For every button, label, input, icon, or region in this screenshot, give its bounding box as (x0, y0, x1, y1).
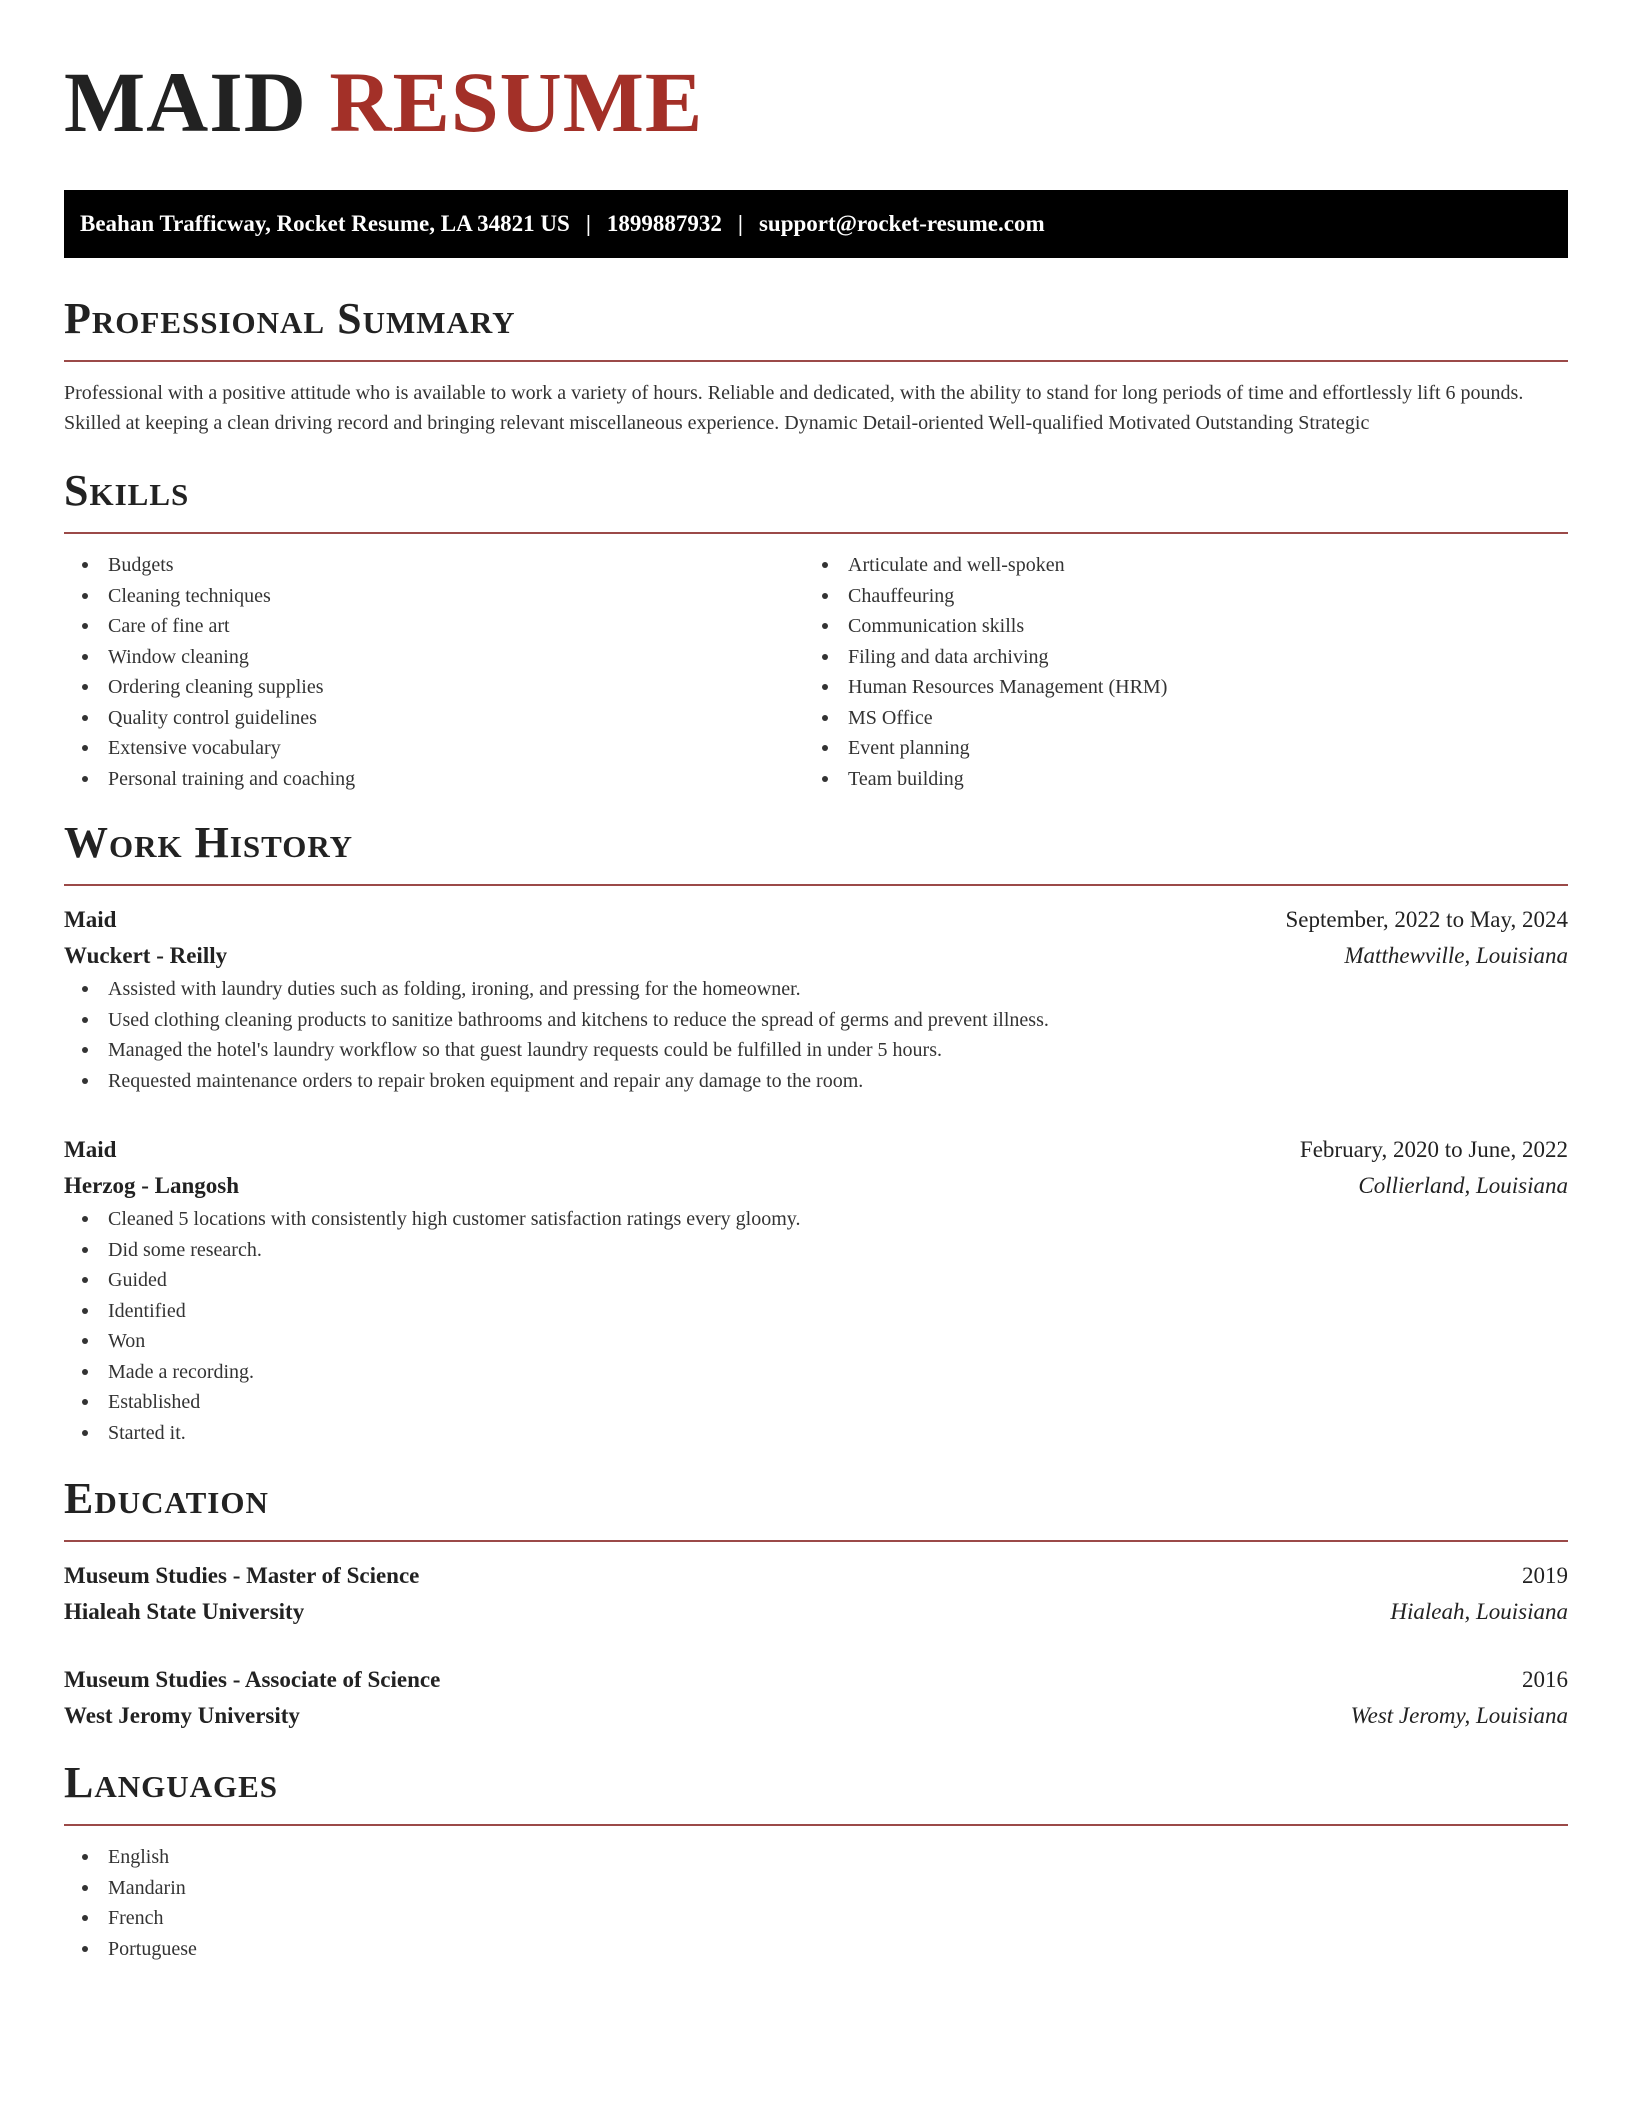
job-duty-item: Did some research. (64, 1235, 1568, 1266)
education-school-row (64, 1594, 1568, 1630)
section-divider (64, 360, 1568, 362)
education-entry (64, 1662, 1568, 1734)
skill-item: Ordering cleaning supplies (64, 672, 804, 703)
job-title-row (64, 1132, 1568, 1168)
education-year: 2019 (1522, 1563, 1568, 1588)
skill-item: Extensive vocabulary (64, 733, 804, 764)
resume-title (64, 52, 1568, 152)
education-school-row (64, 1698, 1568, 1734)
job-duty-item: Made a recording. (64, 1357, 1568, 1388)
title-word-maid: MAID (64, 54, 307, 150)
education-location: West Jeromy, Louisiana (1350, 1703, 1568, 1728)
job-title: Maid (64, 1137, 117, 1162)
contact-phone[interactable]: 1899887932 (606, 211, 722, 236)
job-duties-list (64, 1204, 1568, 1448)
section-heading-education: Education (64, 1474, 269, 1523)
job-title-row (64, 902, 1568, 938)
job-location: Collierland, Louisiana (1358, 1173, 1568, 1198)
job-title: Maid (64, 907, 117, 932)
education-school: Hialeah State University (64, 1599, 305, 1624)
summary-text: Professional with a positive attitude who is available to work a variety of hours. Reliable and dedicated, with the ability to stand for long periods of time and effortlessly lift 6 pounds. Skilled at keeping a clean driving record and bringing relevant miscellaneous experience. Dynamic Detail-oriented Well-qualified Motivated Outstanding Strategic (64, 382, 1524, 434)
job-entry (64, 1132, 1568, 1448)
job-company-row (64, 1168, 1568, 1204)
contact-separator: | (737, 211, 743, 236)
section-divider (64, 532, 1568, 534)
education-degree: Museum Studies - Associate of Science (64, 1667, 441, 1692)
skill-item: MS Office (804, 703, 1544, 734)
job-duties-list (64, 974, 1568, 1096)
job-duty-item: Established (64, 1387, 1568, 1418)
contact-separator: | (585, 211, 591, 236)
skill-item: Event planning (804, 733, 1544, 764)
title-word-resume: RESUME (329, 54, 704, 150)
education-degree-row (64, 1558, 1568, 1594)
job-duty-item: Used clothing cleaning products to sanitize bathrooms and kitchens to reduce the spread of germs and prevent illness. (64, 1005, 1568, 1036)
education-entry (64, 1558, 1568, 1630)
job-entry (64, 902, 1568, 1096)
education-degree-row (64, 1662, 1568, 1698)
education-degree: Museum Studies - Master of Science (64, 1563, 420, 1588)
language-item: Mandarin (64, 1873, 1568, 1904)
job-duty-item: Won (64, 1326, 1568, 1357)
skills-list-left (64, 550, 804, 794)
section-heading-work-history: Work History (64, 818, 354, 867)
skill-item: Team building (804, 764, 1544, 795)
job-location: Matthewville, Louisiana (1344, 943, 1568, 968)
skill-item: Window cleaning (64, 642, 804, 673)
skill-item: Quality control guidelines (64, 703, 804, 734)
job-duty-item: Cleaned 5 locations with consistently high customer satisfaction ratings every gloomy. (64, 1204, 1568, 1235)
job-duty-item: Guided (64, 1265, 1568, 1296)
contact-email[interactable]: support@rocket-resume.com (758, 211, 1045, 236)
skill-item: Care of fine art (64, 611, 804, 642)
language-item: Portuguese (64, 1934, 1568, 1965)
work-history-section (64, 818, 1568, 1448)
skills-list-right (804, 550, 1544, 794)
job-duty-item: Started it. (64, 1418, 1568, 1449)
skill-item: Articulate and well-spoken (804, 550, 1544, 581)
skills-section (64, 466, 1568, 794)
job-duty-item: Requested maintenance orders to repair broken equipment and repair any damage to the room. (64, 1066, 1568, 1097)
job-duty-item: Identified (64, 1296, 1568, 1327)
skill-item: Human Resources Management (HRM) (804, 672, 1544, 703)
skill-item: Cleaning techniques (64, 581, 804, 612)
job-duty-item: Assisted with laundry duties such as folding, ironing, and pressing for the homeowner. (64, 974, 1568, 1005)
skills-columns (64, 550, 1568, 794)
skill-item: Communication skills (804, 611, 1544, 642)
languages-list (64, 1842, 1568, 1964)
education-year: 2016 (1522, 1667, 1568, 1692)
contact-bar (64, 190, 1568, 258)
education-section (64, 1474, 1568, 1734)
skill-item: Budgets (64, 550, 804, 581)
languages-section (64, 1758, 1568, 1964)
section-heading-skills: Skills (64, 466, 190, 515)
skill-item: Filing and data archiving (804, 642, 1544, 673)
section-heading-languages: Languages (64, 1758, 279, 1807)
job-dates: February, 2020 to June, 2022 (1299, 1137, 1568, 1162)
skill-item: Chauffeuring (804, 581, 1544, 612)
job-dates: September, 2022 to May, 2024 (1285, 907, 1568, 932)
section-divider (64, 1540, 1568, 1542)
skill-item: Personal training and coaching (64, 764, 804, 795)
section-heading-summary: Professional Summary (64, 294, 516, 343)
education-location: Hialeah, Louisiana (1390, 1599, 1568, 1624)
job-company-row (64, 938, 1568, 974)
contact-address: Beahan Trafficway, Rocket Resume, LA 34821 US (80, 211, 570, 236)
section-divider (64, 884, 1568, 886)
education-school: West Jeromy University (64, 1703, 300, 1728)
job-company: Wuckert - Reilly (64, 943, 228, 968)
summary-section (64, 294, 1568, 438)
section-divider (64, 1824, 1568, 1826)
job-duty-item: Managed the hotel's laundry workflow so that guest laundry requests could be fulfilled in under 5 hours. (64, 1035, 1568, 1066)
job-company: Herzog - Langosh (64, 1173, 240, 1198)
language-item: English (64, 1842, 1568, 1873)
language-item: French (64, 1903, 1568, 1934)
